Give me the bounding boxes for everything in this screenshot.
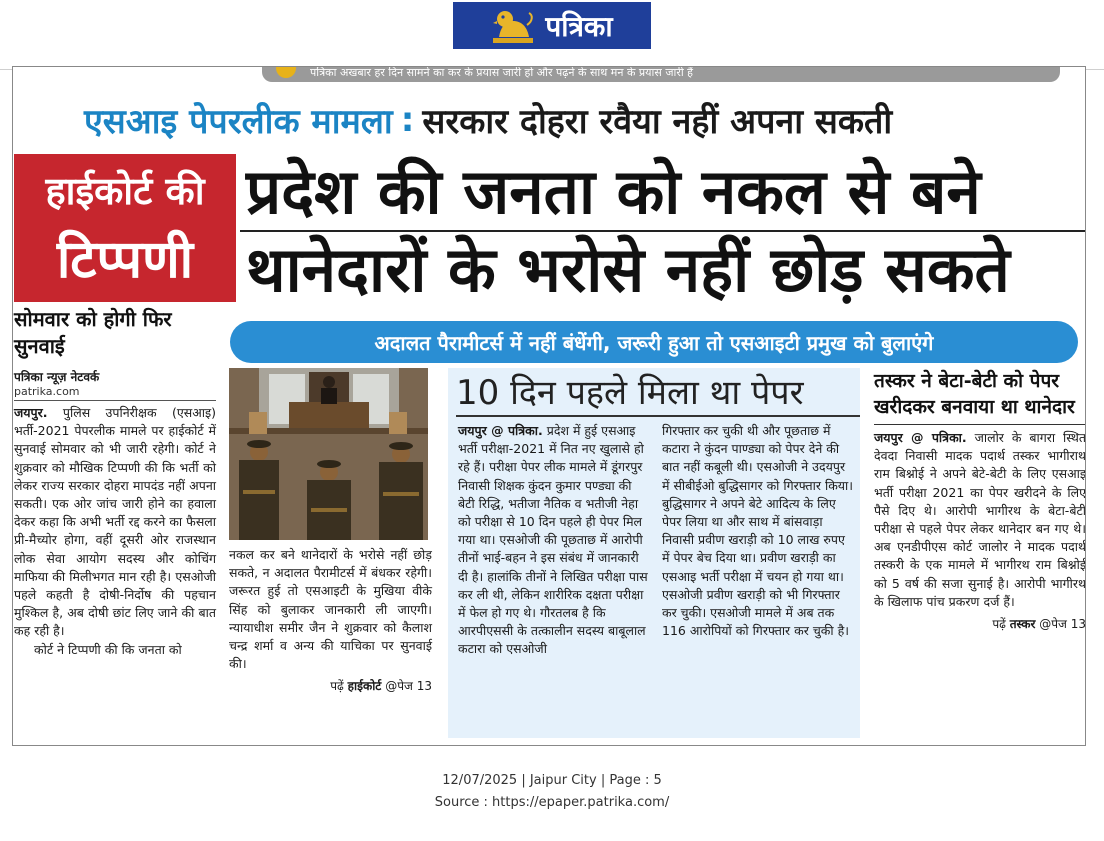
masthead: [0, 0, 1104, 70]
byline: पत्रिका न्यूज़ नेटवर्क: [14, 370, 100, 384]
hc-label-line2: टिप्पणी: [56, 230, 194, 290]
story-paper-leak-col2: गिरफ्तार कर चुकी थी और पूछताछ में कटारा ने कुंदन पाण्ड्या को पेपर देने की बात नहीं कबूली थी। एसओजी ने उदयपुर में सीबीईओ बुद्धिसागर को गिरफ्तार किया। बुद्धिसागर ने अपने बेटे आदित्य के लिए पेपर लिया था और साथ में बांसवाड़ा निवासी प्रवीण खराड़ी को 10 लाख रुपए में पेपर बेच दिया था। प्रवीण खराड़ी का एसआइ भर्ती परीक्षा में चयन हो गया था। एसओजी प्रवीण खराड़ी को भी गिरफ्तार कर चुकी। एसओजी मामले में अब तक 116 आरोपियों को गिरफ्तार कर चुकी है।: [662, 423, 854, 639]
divider: [14, 400, 216, 401]
dateline: जयपुर.: [14, 405, 48, 420]
footer: [0, 770, 1104, 814]
story-hearing-body: [14, 404, 216, 641]
patrika-logo[interactable]: [453, 2, 651, 49]
jump-word: तस्कर: [1009, 617, 1036, 632]
teaser-text: पत्रिका अखबार हर दिन सामने का कर के प्रयास जारी हो और पढ़ने के साथ मन के प्रयास जारी हैं: [310, 66, 694, 79]
story-hearing-headline: सोमवार को होगी फिर सुनवाई: [14, 307, 172, 358]
source-link[interactable]: Source : https://epaper.patrika.com/: [434, 795, 670, 810]
story-smuggler-headline: तस्कर ने बेटा-बेटी को पेपर खरीदकर बनवाया था थानेदार: [874, 370, 1075, 418]
byline-site: patrika.com: [14, 385, 80, 398]
jump-word: हाईकोर्ट: [347, 679, 382, 694]
story-hearing-continued: [229, 546, 432, 694]
jump-prefix: पढ़ें: [992, 617, 1006, 632]
dateline: जयपुर @ पत्रिका.: [458, 423, 543, 438]
kicker-separator: :: [400, 100, 415, 140]
body-text: पुलिस उपनिरीक्षक (एसआइ) भर्ती-2021 पेपरलीक मामले पर हाईकोर्ट में सुनवाई सोमवार को भी जारी रहेगी। कोर्ट ने शुक्रवार को मौखिक टिप्पणी की कि भर्ती को लेकर राज्य सरकार दोहरा मापदंड नहीं अपना सकती। एक ओर जांच जारी होने का हवाला देकर कहा कि अभी भर्ती रद्द करने का फैसला प्री-मैच्योर होगा, वहीं दूसरी ओर राजस्थान लोक सेवा आयोग सदस्य और कोचिंग माफिया की मिलीभगत मान रही है। एसओजी पहले कहती है दोषी-निर्दोष की पहचान मुश्किल है, अब दोषी छांट लिए जाने की बात कह रही है।: [14, 405, 216, 639]
courtroom-illustration: [229, 368, 428, 540]
edition-info: 12/07/2025 | Jaipur City | Page : 5: [442, 773, 662, 788]
subhead-banner: अदालत पैरामीटर्स में नहीं बंधेंगी, जरूरी हुआ तो एसआइटी प्रमुख को बुलाएंगे: [230, 321, 1078, 363]
kicker-headline: [84, 94, 1044, 146]
jump-page: @पेज 13: [385, 679, 432, 694]
story-smuggler: [874, 368, 1086, 632]
news-clipping: [12, 66, 1086, 746]
body-text: प्रदेश में हुई एसआइ भर्ती परीक्षा-2021 में नित नए खुलासे हो रहे हैं। परीक्षा पेपर लीक मामले में डूंगरपुर निवासी शिक्षक कुंदन कुमार पण्ड्या की बेटी रिद्धि, भतीजा नैतिक व भतीजी नेहा को परीक्षा से 10 दिन पहले ही पेपर मिल गया था। एसओजी की पूछताछ में आरोपी तीनों भाई-बहन ने इस संबंध में जानकारी दी है। हालांकि तीनों ने लिखित परीक्षा पास कर ली थी, लेकिन शारीरिक दक्षता परीक्षा में फेल हो गए थे। गौरतलब है कि आरपीएससी के तत्कालीन सदस्य बाबूलाल कटारा को एसओजी: [458, 423, 648, 657]
kicker-text: सरकार दोहरा रवैया नहीं अपना सकती: [422, 102, 893, 142]
story-paper-leak-col1: [458, 422, 652, 659]
jump-prefix: पढ़ें: [330, 679, 344, 694]
story-hearing-body-last: कोर्ट ने टिप्पणी की कि जनता को: [34, 641, 182, 657]
story-smuggler-body: [874, 429, 1086, 611]
story-hearing: [14, 306, 216, 659]
divider: [456, 415, 860, 417]
main-headline: [240, 154, 1086, 308]
highcourt-remark-box: [14, 154, 236, 302]
jump-page: @पेज 13: [1039, 617, 1086, 632]
jump-link-highcourt[interactable]: [229, 677, 432, 694]
kicker-topic: एसआइ पेपरलीक मामला: [84, 102, 393, 142]
body-text: जालोर के बागरा स्थित देवदा निवासी मादक पदार्थ तस्कर भागीराथ राम बिश्नोई ने अपने बेटे-बेटी के लिए एसआइ भर्ती परीक्षा 2021 का पेपर खरीदने के लिए पैसे दिए थे। आरोपी भागीरथ के बेटा-बेटी परीक्षा से पहले पेपर लेकर थानेदार बन गए थे। अब एनडीपीएस कोर्ट जालोर ने मादक पदार्थ तस्करी के एक मामले में भागीरथ राम बिश्नोई को 5 वर्ष की सजा सुनाई है। आरोपी भागीरथ के खिलाफ पांच प्रकरण दर्ज हैं।: [874, 430, 1086, 609]
dateline: जयपुर @ पत्रिका.: [874, 430, 967, 445]
main-headline-line2: थानेदारों के भरोसे नहीं छोड़ सकते: [246, 233, 1010, 306]
hc-label-line1: हाईकोर्ट की: [45, 169, 205, 213]
teaser-strip: [262, 66, 1060, 82]
story-hearing-continued-body: नकल कर बने थानेदारों के भरोसे नहीं छोड़ सकते, न अदालत पैरामीटर्स में बंधकर रहेगी। जरूरत हुई तो एसआइटी के मुखिया वीके सिंह को बुलाकर जानकारी ली जाएगी। न्यायाधीश समीर जैन ने शुक्रवार को कैलाश चन्द्र शर्मा व अन्य की याचिका पर सुनवाई की।: [229, 547, 432, 672]
logo-text: पत्रिका: [545, 9, 613, 43]
story-paper-leak: [448, 368, 860, 738]
jump-link-smuggler[interactable]: [874, 615, 1086, 632]
teaser-dot-icon: [276, 66, 296, 78]
divider: [874, 424, 1086, 425]
lion-emblem-icon: [491, 7, 535, 45]
story-paper-leak-headline: 10 दिन पहले मिला था पेपर: [456, 373, 804, 413]
main-headline-line1: प्रदेश की जनता को नकल से बने: [246, 155, 981, 228]
